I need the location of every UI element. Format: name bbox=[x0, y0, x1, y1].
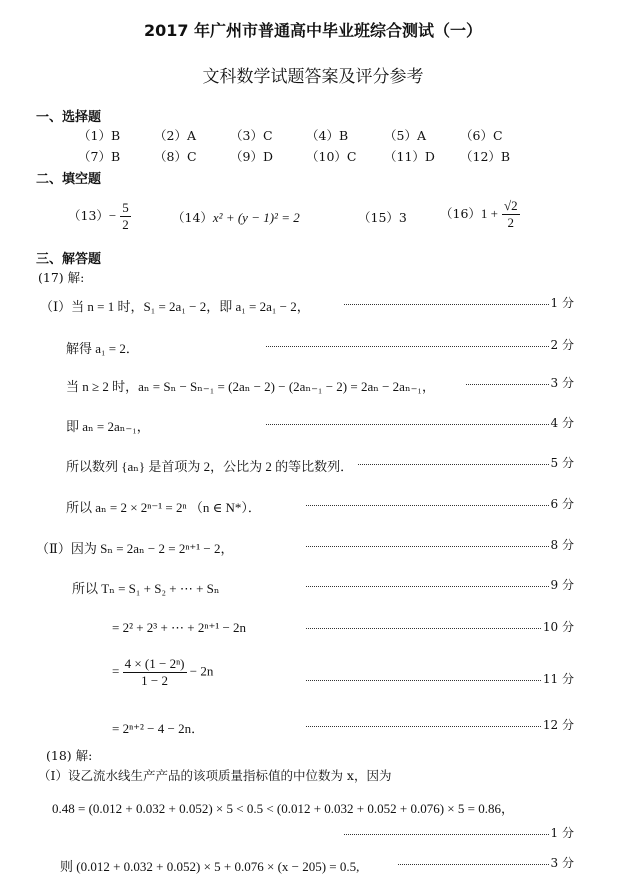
p17-line-4: 即 aₙ = 2aₙ₋₁， bbox=[66, 419, 150, 434]
score-label: 9 分 bbox=[550, 578, 574, 592]
p17-line-8: 所以 Tₙ = S₁ + S₂ + ⋯ + Sₙ bbox=[72, 581, 220, 596]
score-label: 10 分 bbox=[542, 620, 574, 634]
p18-line-1: （Ⅰ）设乙流水线生产产品的该项质量指标值的中位数为 x，因为 bbox=[38, 768, 392, 783]
score-label: 3 分 bbox=[550, 856, 574, 870]
score-label: 8 分 bbox=[550, 538, 574, 552]
leader-dots bbox=[398, 864, 549, 865]
p17-line-1: （Ⅰ）当 n = 1 时，S₁ = 2a₁ − 2，即 a₁ = 2a₁ − 2， bbox=[40, 299, 310, 314]
mc-answer: （2）A bbox=[154, 128, 196, 143]
mc-answer: （5）A bbox=[384, 128, 426, 143]
page-subtitle: 文科数学试题答案及评分参考 bbox=[202, 67, 424, 87]
mc-answer: （7）B bbox=[78, 149, 121, 164]
problem-18-head: (18) 解: bbox=[46, 748, 93, 763]
mc-answer: （10）C bbox=[306, 149, 357, 164]
score-label: 4 分 bbox=[550, 416, 574, 430]
score-label: 12 分 bbox=[542, 718, 574, 732]
answer-13: （13）− $\frac{5}{2}$ bbox=[68, 200, 129, 232]
answer-16: （16）1 + $\frac{√2}{2}$ bbox=[440, 198, 518, 230]
p18-line-2: 0.48 = (0.012 + 0.032 + 0.052) × 5 < 0.5 < (0.012 + 0.032 + 0.052 + 0.076) × 5 = 0.86， bbox=[52, 801, 514, 816]
score-label: 5 分 bbox=[550, 456, 574, 470]
mc-answer: （11）D bbox=[384, 149, 435, 164]
mc-answer: （1）B bbox=[78, 128, 121, 143]
leader-dots bbox=[266, 424, 549, 425]
p17-line-6: 所以 aₙ = 2 × 2ⁿ⁻¹ = 2ⁿ （n ∈ N*）． bbox=[66, 500, 261, 515]
leader-dots bbox=[306, 726, 541, 727]
answer-14: （14）x² + (y − 1)² = 2 bbox=[172, 210, 300, 225]
score-label: 1 分 bbox=[550, 826, 574, 840]
p17-line-11: = 2ⁿ⁺² − 4 − 2n． bbox=[112, 721, 205, 736]
section-heading-fill: 二、填空题 bbox=[36, 172, 102, 187]
score-label: 2 分 bbox=[550, 338, 574, 352]
p17-line-3: 当 n ≥ 2 时，aₙ = Sₙ − Sₙ₋₁ = (2aₙ − 2) − (2aₙ₋₁ − 2) = 2aₙ − 2aₙ₋₁， bbox=[66, 379, 435, 394]
leader-dots bbox=[306, 546, 549, 547]
leader-dots bbox=[306, 586, 549, 587]
leader-dots bbox=[306, 505, 549, 506]
mc-answer: （12）B bbox=[460, 149, 511, 164]
mc-answer: （9）D bbox=[230, 149, 273, 164]
p17-line-10: = $\frac{\text{4 × (1 − 2ⁿ)}}{1 - 2}$ − 2n bbox=[112, 656, 214, 688]
leader-dots bbox=[466, 384, 549, 385]
p17-line-2: 解得 a₁ = 2． bbox=[66, 341, 139, 356]
mc-answer: （6）C bbox=[460, 128, 503, 143]
score-label: 11 分 bbox=[542, 672, 574, 686]
score-label: 3 分 bbox=[550, 376, 574, 390]
page-title: 2017 年广州市普通高中毕业班综合测试（一） bbox=[143, 21, 483, 40]
mc-answer: （8）C bbox=[154, 149, 197, 164]
p17-line-9: = 2² + 2³ + ⋯ + 2ⁿ⁺¹ − 2n bbox=[112, 620, 247, 635]
leader-dots bbox=[358, 464, 549, 465]
leader-dots bbox=[306, 628, 541, 629]
section-heading-choice: 一、选择题 bbox=[36, 110, 102, 125]
p18-line-3: 则 (0.012 + 0.032 + 0.052) × 5 + 0.076 × (x − 205) = 0.5, bbox=[60, 859, 360, 874]
leader-dots bbox=[266, 346, 549, 347]
score-label: 1 分 bbox=[550, 296, 574, 310]
mc-answer: （4）B bbox=[306, 128, 349, 143]
section-heading-solutions: 三、解答题 bbox=[36, 252, 102, 267]
mc-answer: （3）C bbox=[230, 128, 273, 143]
leader-dots bbox=[344, 304, 549, 305]
p17-line-5: 所以数列 {aₙ} 是首项为 2，公比为 2 的等比数列． bbox=[66, 459, 354, 474]
answer-15: （15）3 bbox=[358, 210, 407, 225]
leader-dots bbox=[306, 680, 541, 681]
p17-line-7: （Ⅱ）因为 Sₙ = 2aₙ − 2 = 2ⁿ⁺¹ − 2， bbox=[36, 541, 234, 556]
score-label: 6 分 bbox=[550, 497, 574, 511]
leader-dots bbox=[344, 834, 549, 835]
problem-17-head: (17) 解: bbox=[38, 270, 85, 285]
